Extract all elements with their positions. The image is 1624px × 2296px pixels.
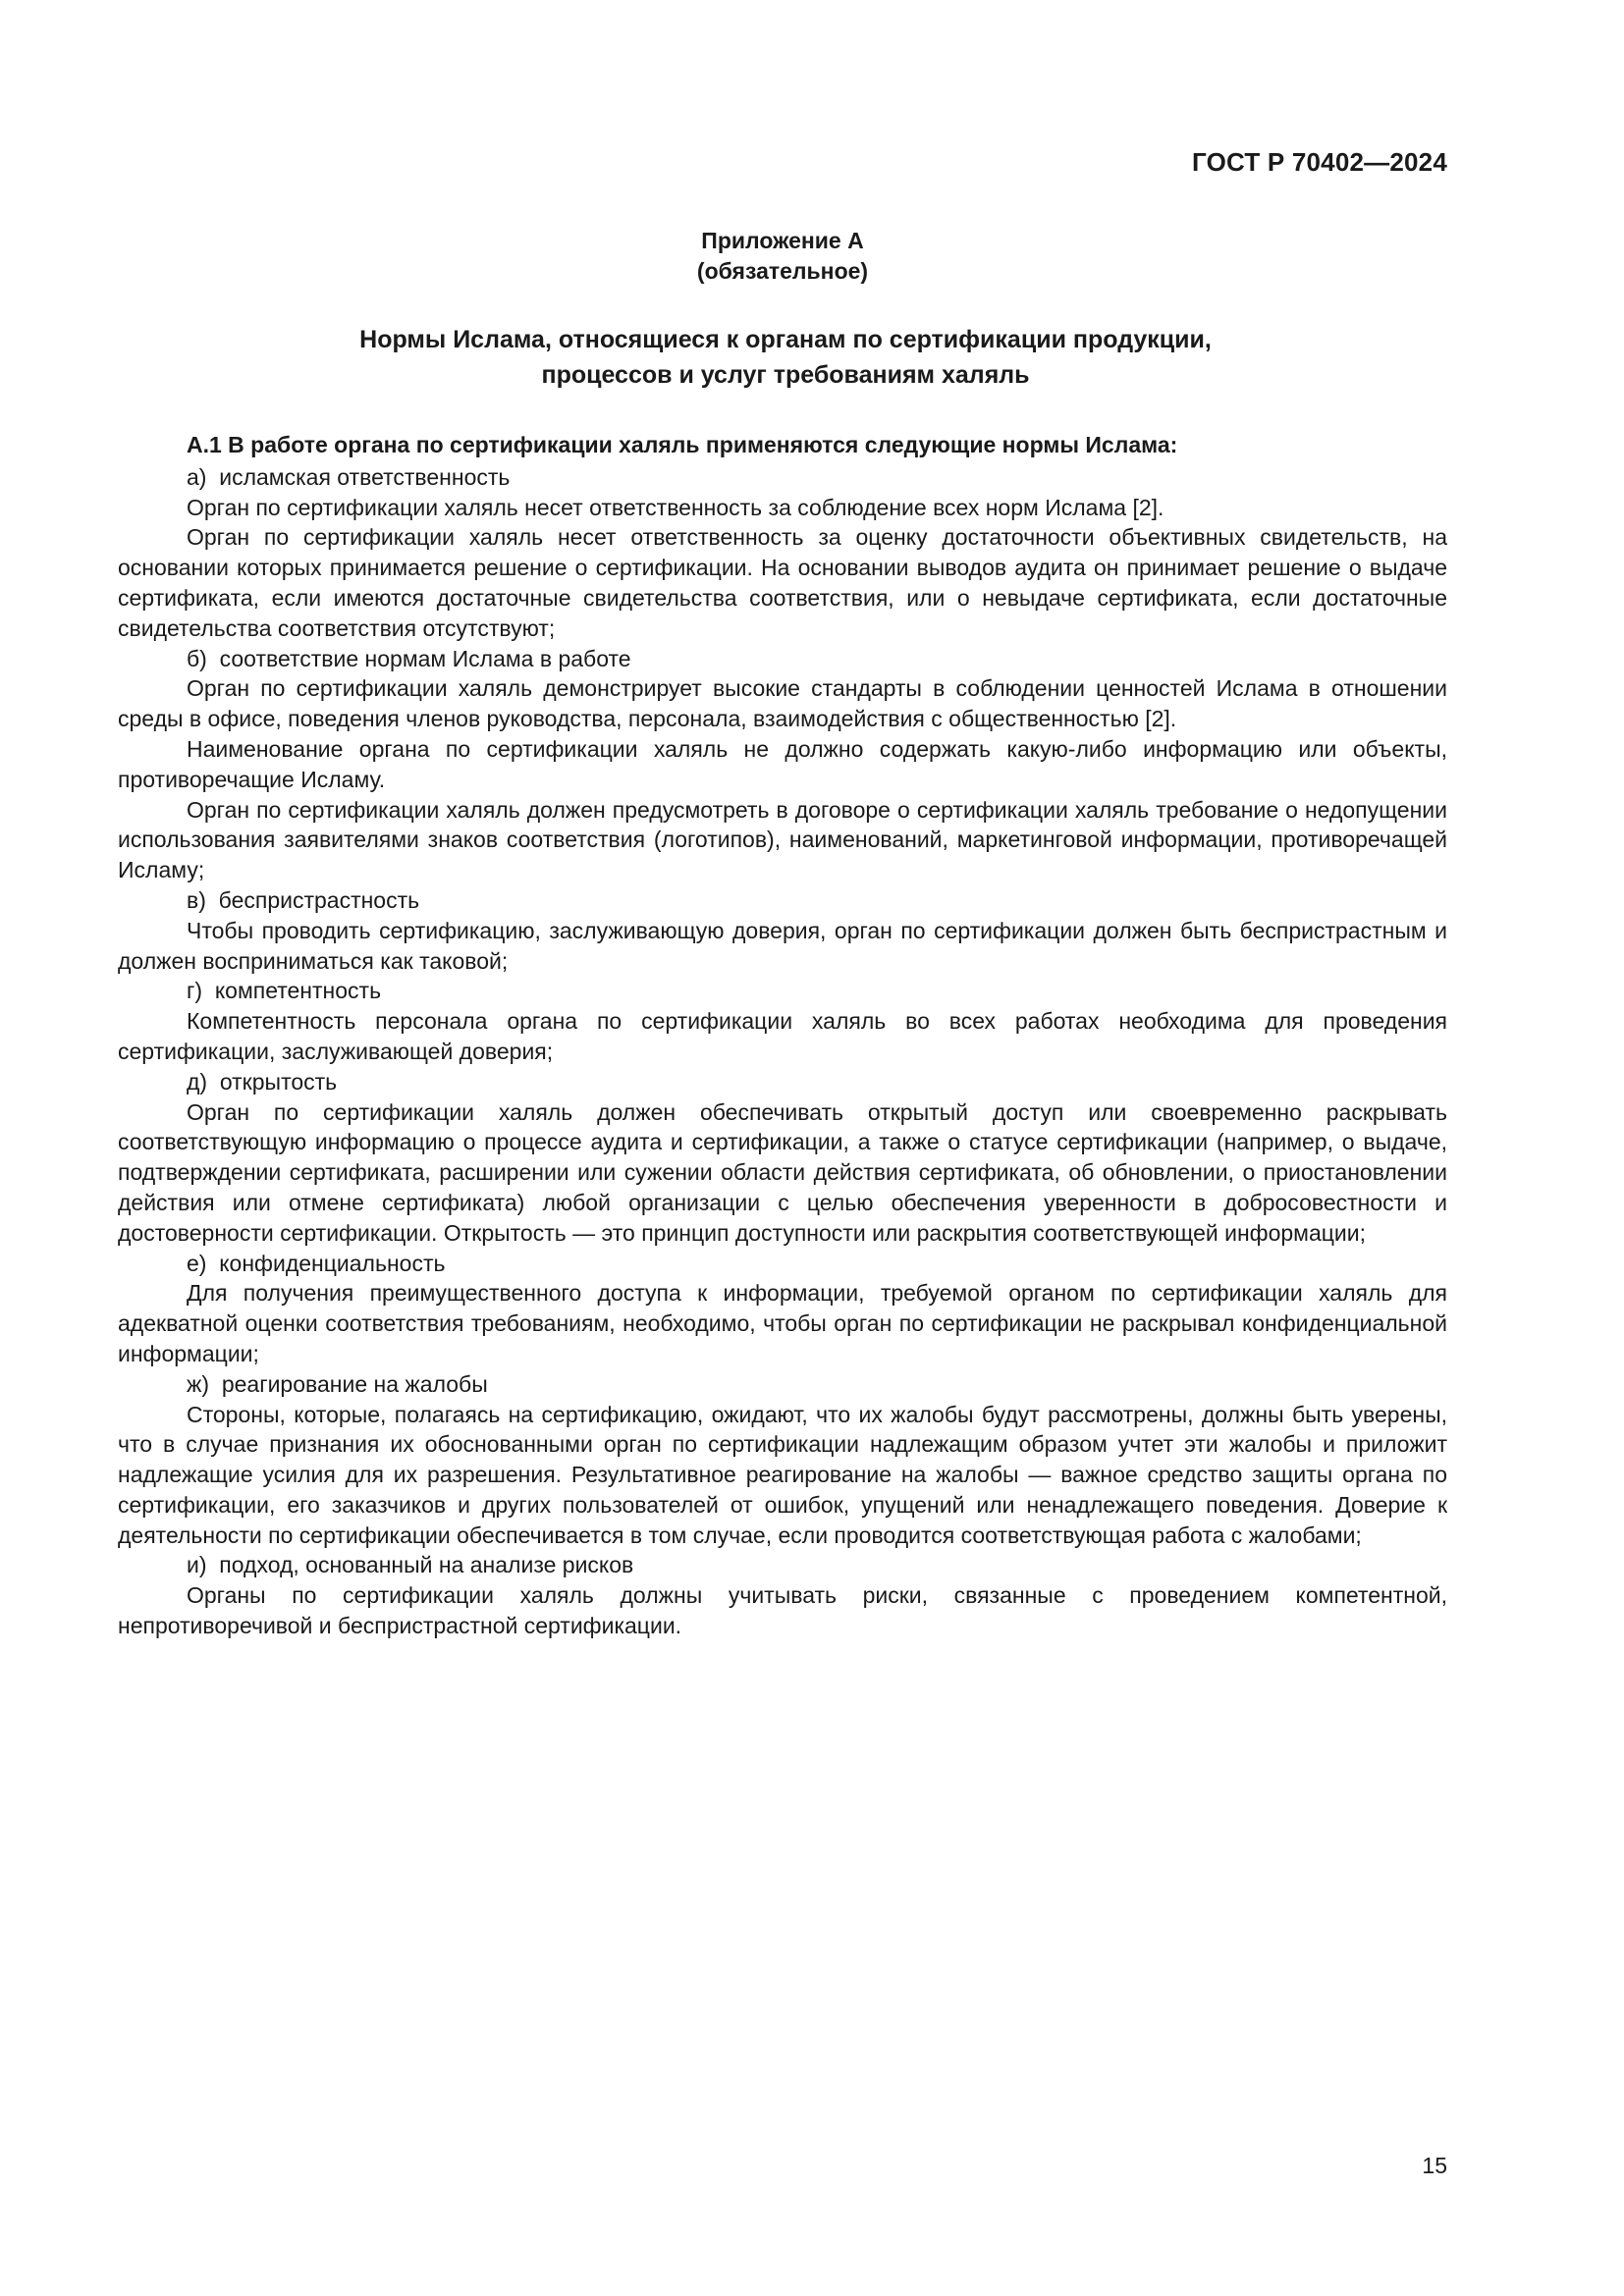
list-item-heading: в) беспристрастность bbox=[187, 886, 420, 913]
appendix-title: Приложение А bbox=[701, 228, 864, 253]
document-code: ГОСТ Р 70402—2024 bbox=[1192, 147, 1447, 177]
page-number: 15 bbox=[1422, 2153, 1447, 2178]
list-item-heading: ж) реагирование на жалобы bbox=[187, 1370, 488, 1397]
appendix-title-block bbox=[0, 226, 1565, 287]
paragraph: Орган по сертификации халяль должен предусмотреть в договоре о сертификации халяль требование о недопущении использования заявителями знаков соответствия (логотипов), наименований, маркетинговой информации, противоречащей Исламу; bbox=[118, 796, 1447, 883]
appendix-status: (обязательное) bbox=[696, 258, 869, 284]
list-item-heading: и) подход, основанный на анализе рисков bbox=[187, 1552, 634, 1578]
list-item-heading: а) исламская ответственность bbox=[187, 463, 511, 490]
document-body bbox=[118, 430, 1447, 1641]
paragraph: Наименование органа по сертификации халяль не должно содержать какую-либо информацию или объекты, противоречащие Исламу. bbox=[118, 735, 1447, 792]
paragraph: Орган по сертификации халяль должен обеспечивать открытый доступ или своевременно раскрывать соответствующую информацию о процессе аудита и сертификации, а также о статусе сертификации (например, о выдаче, подтверждении сертификата, расширении или сужении области действия сертификата, об обновлении, о приостановлении действия или отмене сертификата) любой организации с целью обеспечения уверенности в добросовестности и достоверности сертификации. Открытость — это принцип доступности или раскрытия соответствующей информации; bbox=[118, 1098, 1447, 1246]
paragraph: Органы по сертификации халяль должны учитывать риски, связанные с проведением компетентной, непротиворечивой и беспристрастной сертификации. bbox=[118, 1582, 1447, 1639]
paragraph: Стороны, которые, полагаясь на сертификацию, ожидают, что их жалобы будут рассмотрены, должны быть уверены, что в случае признания их обоснованными орган по сертификации надлежащим образом учтет эти жалобы и приложит надлежащие усилия для их разрешения. Результативное реагирование на жалобы — важное средство защиты органа по сертификации, его заказчиков и других пользователей от ошибок, упущений или ненадлежащего поведения. Доверие к деятельности по сертификации обеспечивается в том случае, если проводится соответствующая работа с жалобами; bbox=[118, 1401, 1447, 1548]
list-item-heading: г) компетентность bbox=[187, 978, 382, 1004]
paragraph: Орган по сертификации халяль несет ответственность за соблюдение всех норм Ислама [2]. bbox=[187, 494, 1164, 520]
section-heading: А.1 В работе органа по сертификации халяль применяются следующие нормы Ислама: bbox=[187, 432, 1178, 457]
paragraph: Орган по сертификации халяль несет ответственность за оценку достаточности объективных свидетельств, на основании которых принимается решение о сертификации. На основании выводов аудита он принимает решение о выдаче сертификата, если имеются достаточные свидетельства соответствия, или о невыдаче сертификата, если достаточные свидетельства соответствия отсутствуют; bbox=[118, 524, 1447, 641]
main-heading bbox=[147, 322, 1424, 393]
main-heading-line-2: процессов и услуг требованиям халяль bbox=[541, 361, 1030, 389]
paragraph: Компетентность персонала органа по сертификации халяль во всех работах необходима для проведения сертификации, заслуживающей доверия; bbox=[118, 1008, 1447, 1064]
list-item-heading: д) открытость bbox=[187, 1068, 338, 1095]
list-item-heading: б) соответствие нормам Ислама в работе bbox=[187, 645, 631, 671]
list-item-heading: е) конфиденциальность bbox=[187, 1250, 446, 1276]
paragraph: Для получения преимущественного доступа к информации, требуемой органом по сертификации халяль для адекватной оценки соответствия требованиям, необходимо, чтобы орган по сертификации не раскрывал конфиденциальной информации; bbox=[118, 1280, 1447, 1366]
paragraph: Орган по сертификации халяль демонстрирует высокие стандарты в соблюдении ценностей Ислама в отношении среды в офисе, поведения членов руководства, персонала, взаимодействия с общественностью [2]. bbox=[118, 675, 1447, 732]
main-heading-line-1: Нормы Ислама, относящиеся к органам по сертификации продукции, bbox=[359, 326, 1212, 353]
paragraph: Чтобы проводить сертификацию, заслуживающую доверия, орган по сертификации должен быть беспристрастным и должен восприниматься как таковой; bbox=[118, 917, 1447, 974]
